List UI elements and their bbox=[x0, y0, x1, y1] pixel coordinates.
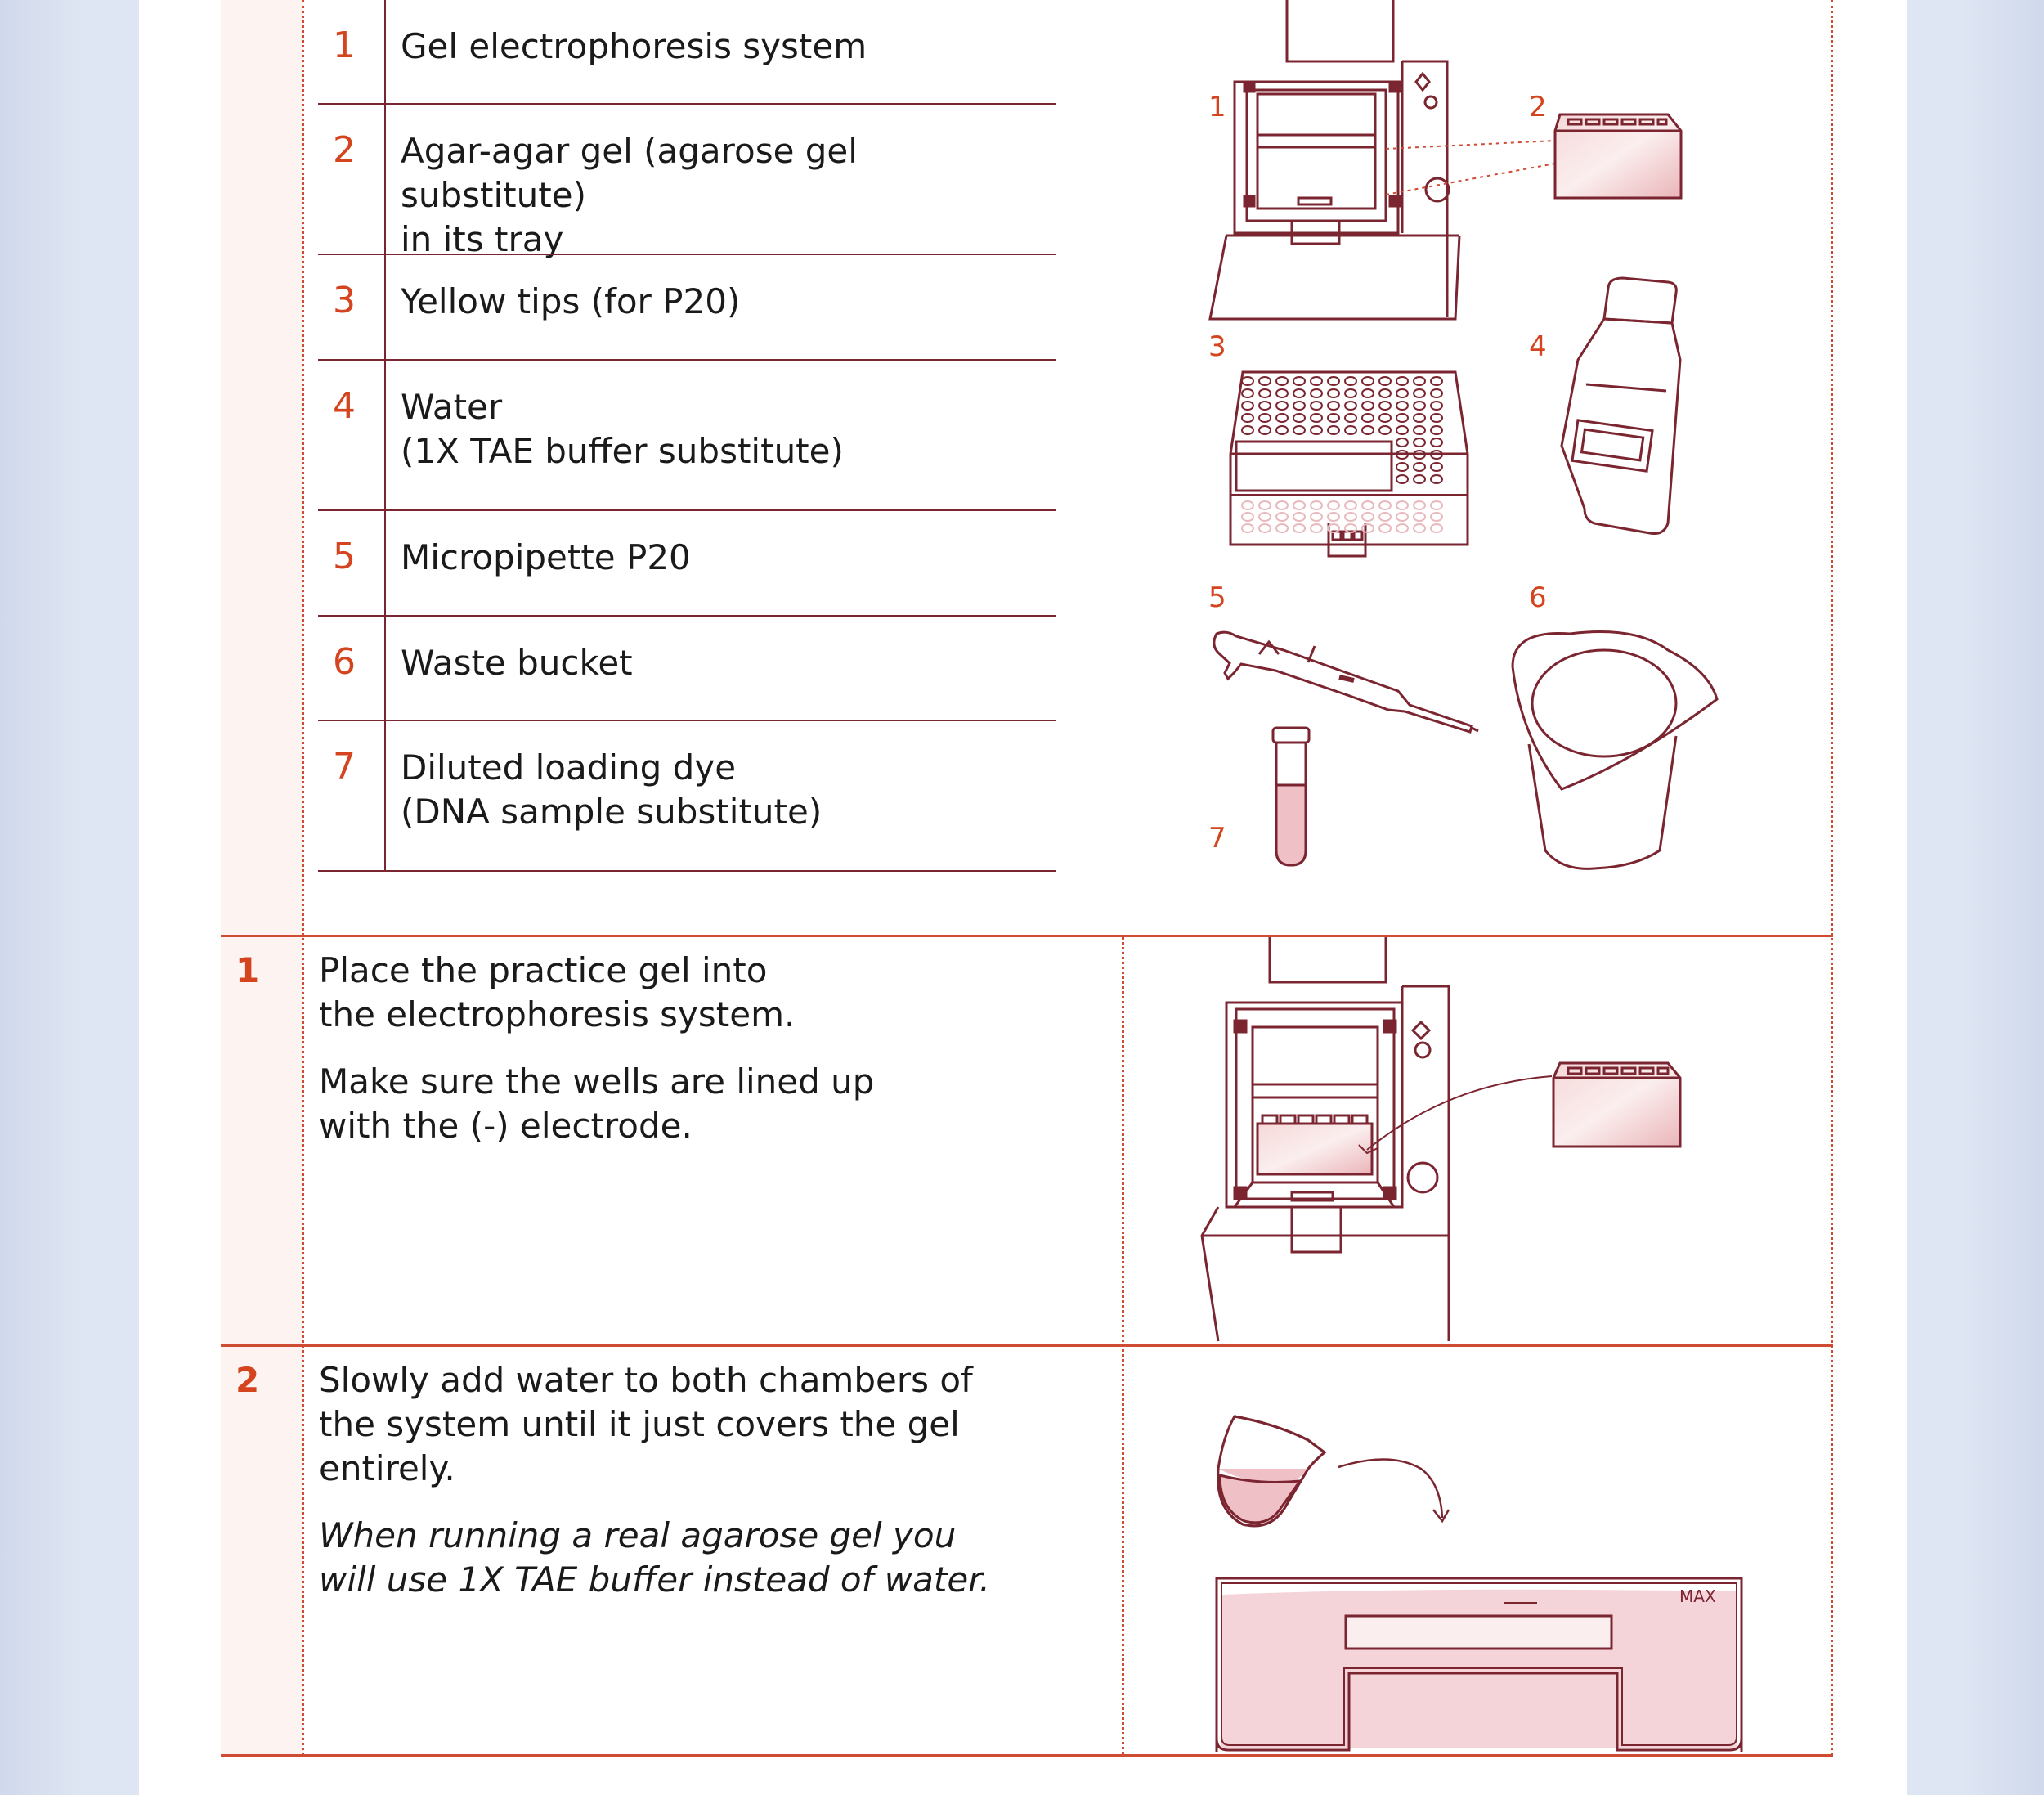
beaker-icon bbox=[1218, 1416, 1325, 1526]
illustration-label: 2 bbox=[1529, 91, 1547, 123]
step-instructions bbox=[319, 949, 1096, 1171]
illustration-label: 4 bbox=[1529, 330, 1547, 363]
material-row bbox=[318, 361, 1056, 511]
illustration-label: 5 bbox=[1208, 581, 1226, 614]
row-divider bbox=[384, 255, 386, 361]
material-label: Water (1X TAE buffer substitute) bbox=[401, 387, 844, 471]
row-divider bbox=[384, 105, 386, 255]
material-label: Agar-agar gel (agarose gel substitute) in its tray bbox=[401, 131, 858, 259]
gel-box-icon bbox=[1217, 1578, 1741, 1752]
illustration-label: 3 bbox=[1208, 330, 1226, 363]
step-instructions bbox=[319, 1358, 1096, 1625]
step-instruction: Place the practice gel into the electrophoresis system. bbox=[319, 950, 796, 1034]
right-border bbox=[1831, 0, 1833, 1756]
row-divider bbox=[384, 361, 386, 511]
electrophoresis-system-icon bbox=[1210, 0, 1459, 319]
material-row bbox=[318, 511, 1056, 617]
waste-bucket-icon bbox=[1513, 632, 1717, 869]
step2-illustration bbox=[1177, 1346, 1750, 1752]
row-divider bbox=[384, 617, 386, 721]
row-divider bbox=[384, 511, 386, 617]
step-number: 1 bbox=[235, 950, 260, 990]
step-number: 2 bbox=[235, 1360, 260, 1400]
material-row bbox=[318, 721, 1056, 872]
material-number: 6 bbox=[333, 641, 356, 683]
column-divider bbox=[302, 0, 304, 1756]
step-instruction: Slowly add water to both chambers of the system until it just covers the gel entirely. bbox=[319, 1360, 973, 1488]
material-row bbox=[318, 255, 1056, 361]
bottom-border bbox=[221, 1754, 1833, 1757]
pour-arrow bbox=[1338, 1459, 1442, 1518]
water-bottle-icon bbox=[1562, 278, 1680, 534]
material-number: 4 bbox=[333, 385, 356, 427]
material-number: 3 bbox=[333, 280, 356, 321]
max-label: MAX bbox=[1679, 1586, 1716, 1606]
material-number: 7 bbox=[333, 746, 356, 788]
step1-illustration bbox=[1177, 937, 1750, 1343]
step-number-column bbox=[221, 0, 303, 1756]
material-row bbox=[318, 617, 1056, 721]
sample-tube-icon bbox=[1273, 728, 1309, 865]
row-rule bbox=[318, 870, 1056, 872]
material-label: Micropipette P20 bbox=[401, 537, 691, 577]
material-number: 5 bbox=[333, 536, 356, 577]
micropipette-icon bbox=[1214, 632, 1478, 732]
material-row bbox=[318, 0, 1056, 105]
step-detail: Make sure the wells are lined up with the (-) electrode. bbox=[319, 1061, 875, 1146]
material-number: 1 bbox=[333, 25, 356, 66]
row-divider bbox=[384, 0, 386, 105]
material-label: Waste bucket bbox=[401, 643, 633, 683]
material-label: Gel electrophoresis system bbox=[401, 26, 867, 66]
illustration-label: 7 bbox=[1208, 822, 1226, 855]
gel-tray-icon bbox=[1555, 114, 1681, 198]
material-number: 2 bbox=[333, 129, 356, 171]
material-row bbox=[318, 105, 1056, 259]
material-label: Yellow tips (for P20) bbox=[401, 281, 741, 321]
material-label: Diluted loading dye (DNA sample substitute) bbox=[401, 747, 823, 832]
materials-illustration bbox=[1177, 0, 1750, 891]
illustration-label: 6 bbox=[1529, 581, 1547, 614]
row-divider bbox=[384, 721, 386, 872]
illustration-label: 1 bbox=[1208, 91, 1226, 123]
step-note: When running a real agarose gel you will use 1X TAE buffer instead of water. bbox=[319, 1515, 990, 1600]
